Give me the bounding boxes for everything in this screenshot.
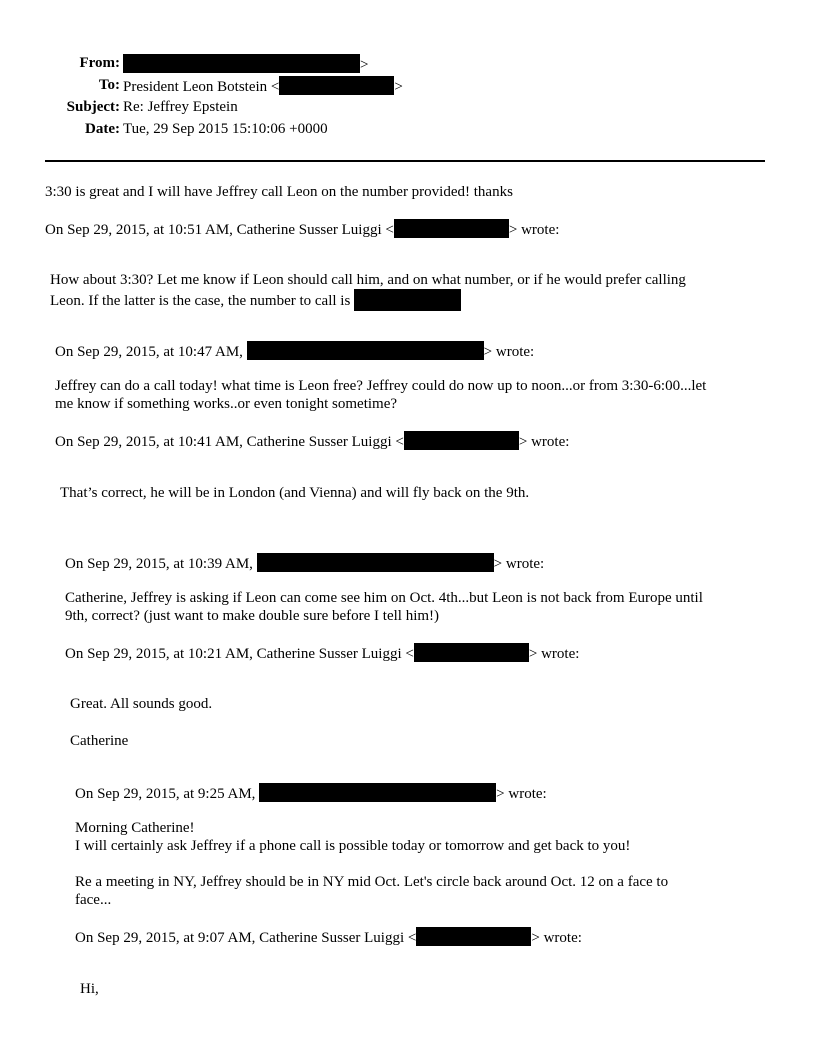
to-name: President Leon Botstein <: [123, 79, 280, 95]
quote-attribution: [75, 783, 547, 804]
redaction-bar: [416, 927, 531, 946]
attribution-text: On Sep 29, 2015, at 10:51 AM, Catherine Susser Luiggi <: [45, 222, 394, 238]
redaction-bar: [257, 553, 494, 572]
quote-line: [50, 289, 461, 311]
attribution-suffix: > wrote:: [508, 222, 560, 238]
quote-line: Catherine: [70, 733, 129, 749]
attribution-text: On Sep 29, 2015, at 10:39 AM,: [65, 556, 253, 572]
quote-attribution: [65, 643, 579, 664]
from-label: From:: [79, 55, 120, 71]
attribution-suffix: > wrote:: [483, 344, 535, 360]
redaction-bar: [394, 219, 509, 238]
quote-attribution: [55, 341, 534, 362]
quote-line: How about 3:30? Let me know if Leon should call him, and on what number, or if he would prefer calling: [50, 272, 686, 288]
attribution-text: On Sep 29, 2015, at 10:47 AM,: [55, 344, 243, 360]
redaction-bar: [414, 643, 529, 662]
attribution-text: On Sep 29, 2015, at 9:25 AM,: [75, 786, 256, 802]
quote-line: Hi,: [80, 981, 99, 997]
quote-line: 9th, correct? (just want to make double sure before I tell him!): [65, 608, 440, 624]
subject-label: Subject:: [66, 99, 120, 115]
attribution-suffix: > wrote:: [518, 434, 570, 450]
quote-attribution: [45, 219, 559, 240]
reply-text: 3:30 is great and I will have Jeffrey call Leon on the number provided! thanks: [45, 184, 513, 200]
quote-line: Jeffrey can do a call today! what time is Leon free? Jeffrey could do now up to noon...or from 3:30-6:00...let: [55, 378, 707, 394]
quote-line: I will certainly ask Jeffrey if a phone call is possible today or tomorrow and get back to you!: [75, 838, 631, 854]
header-divider: [45, 160, 765, 162]
quote-line: me know if something works..or even tonight sometime?: [55, 396, 398, 412]
quote-line: Morning Catherine!: [75, 820, 195, 836]
subject-value: Re: Jeffrey Epstein: [123, 99, 238, 115]
attribution-suffix: > wrote:: [528, 646, 580, 662]
date-label: Date:: [85, 121, 120, 137]
quote-attribution: [55, 431, 569, 452]
quote-line: face...: [75, 892, 112, 908]
attribution-text: On Sep 29, 2015, at 10:21 AM, Catherine Susser Luiggi <: [65, 646, 414, 662]
quote-attribution: [65, 553, 544, 574]
redaction-bar: [247, 341, 484, 360]
quote-text: Leon. If the latter is the case, the number to call is: [50, 293, 351, 309]
redaction-bar: [404, 431, 519, 450]
redaction-bar: [279, 76, 394, 95]
date-value: Tue, 29 Sep 2015 15:10:06 +0000: [123, 121, 328, 137]
attribution-text: On Sep 29, 2015, at 9:07 AM, Catherine Susser Luiggi <: [75, 930, 417, 946]
from-value: [123, 54, 368, 75]
quote-line: Great. All sounds good.: [70, 696, 213, 712]
redaction-bar: [354, 289, 461, 311]
redaction-bar: [123, 54, 360, 73]
attribution-suffix: > wrote:: [496, 786, 547, 802]
attribution-suffix: > wrote:: [531, 930, 582, 946]
to-label: To:: [98, 77, 120, 93]
quote-line: Re a meeting in NY, Jeffrey should be in NY mid Oct. Let's circle back around Oct. 12 on a face to: [75, 874, 669, 890]
attribution-text: On Sep 29, 2015, at 10:41 AM, Catherine Susser Luiggi <: [55, 434, 404, 450]
quote-attribution: [75, 927, 582, 948]
quote-line: Catherine, Jeffrey is asking if Leon can come see him on Oct. 4th...but Leon is not back from Europe until: [65, 590, 703, 606]
quote-line: That’s correct, he will be in London (and Vienna) and will fly back on the 9th.: [60, 485, 530, 501]
redaction-bar: [259, 783, 496, 802]
to-value: [123, 76, 403, 97]
from-after: >: [360, 57, 369, 73]
to-after: >: [394, 79, 403, 95]
attribution-suffix: > wrote:: [493, 556, 545, 572]
